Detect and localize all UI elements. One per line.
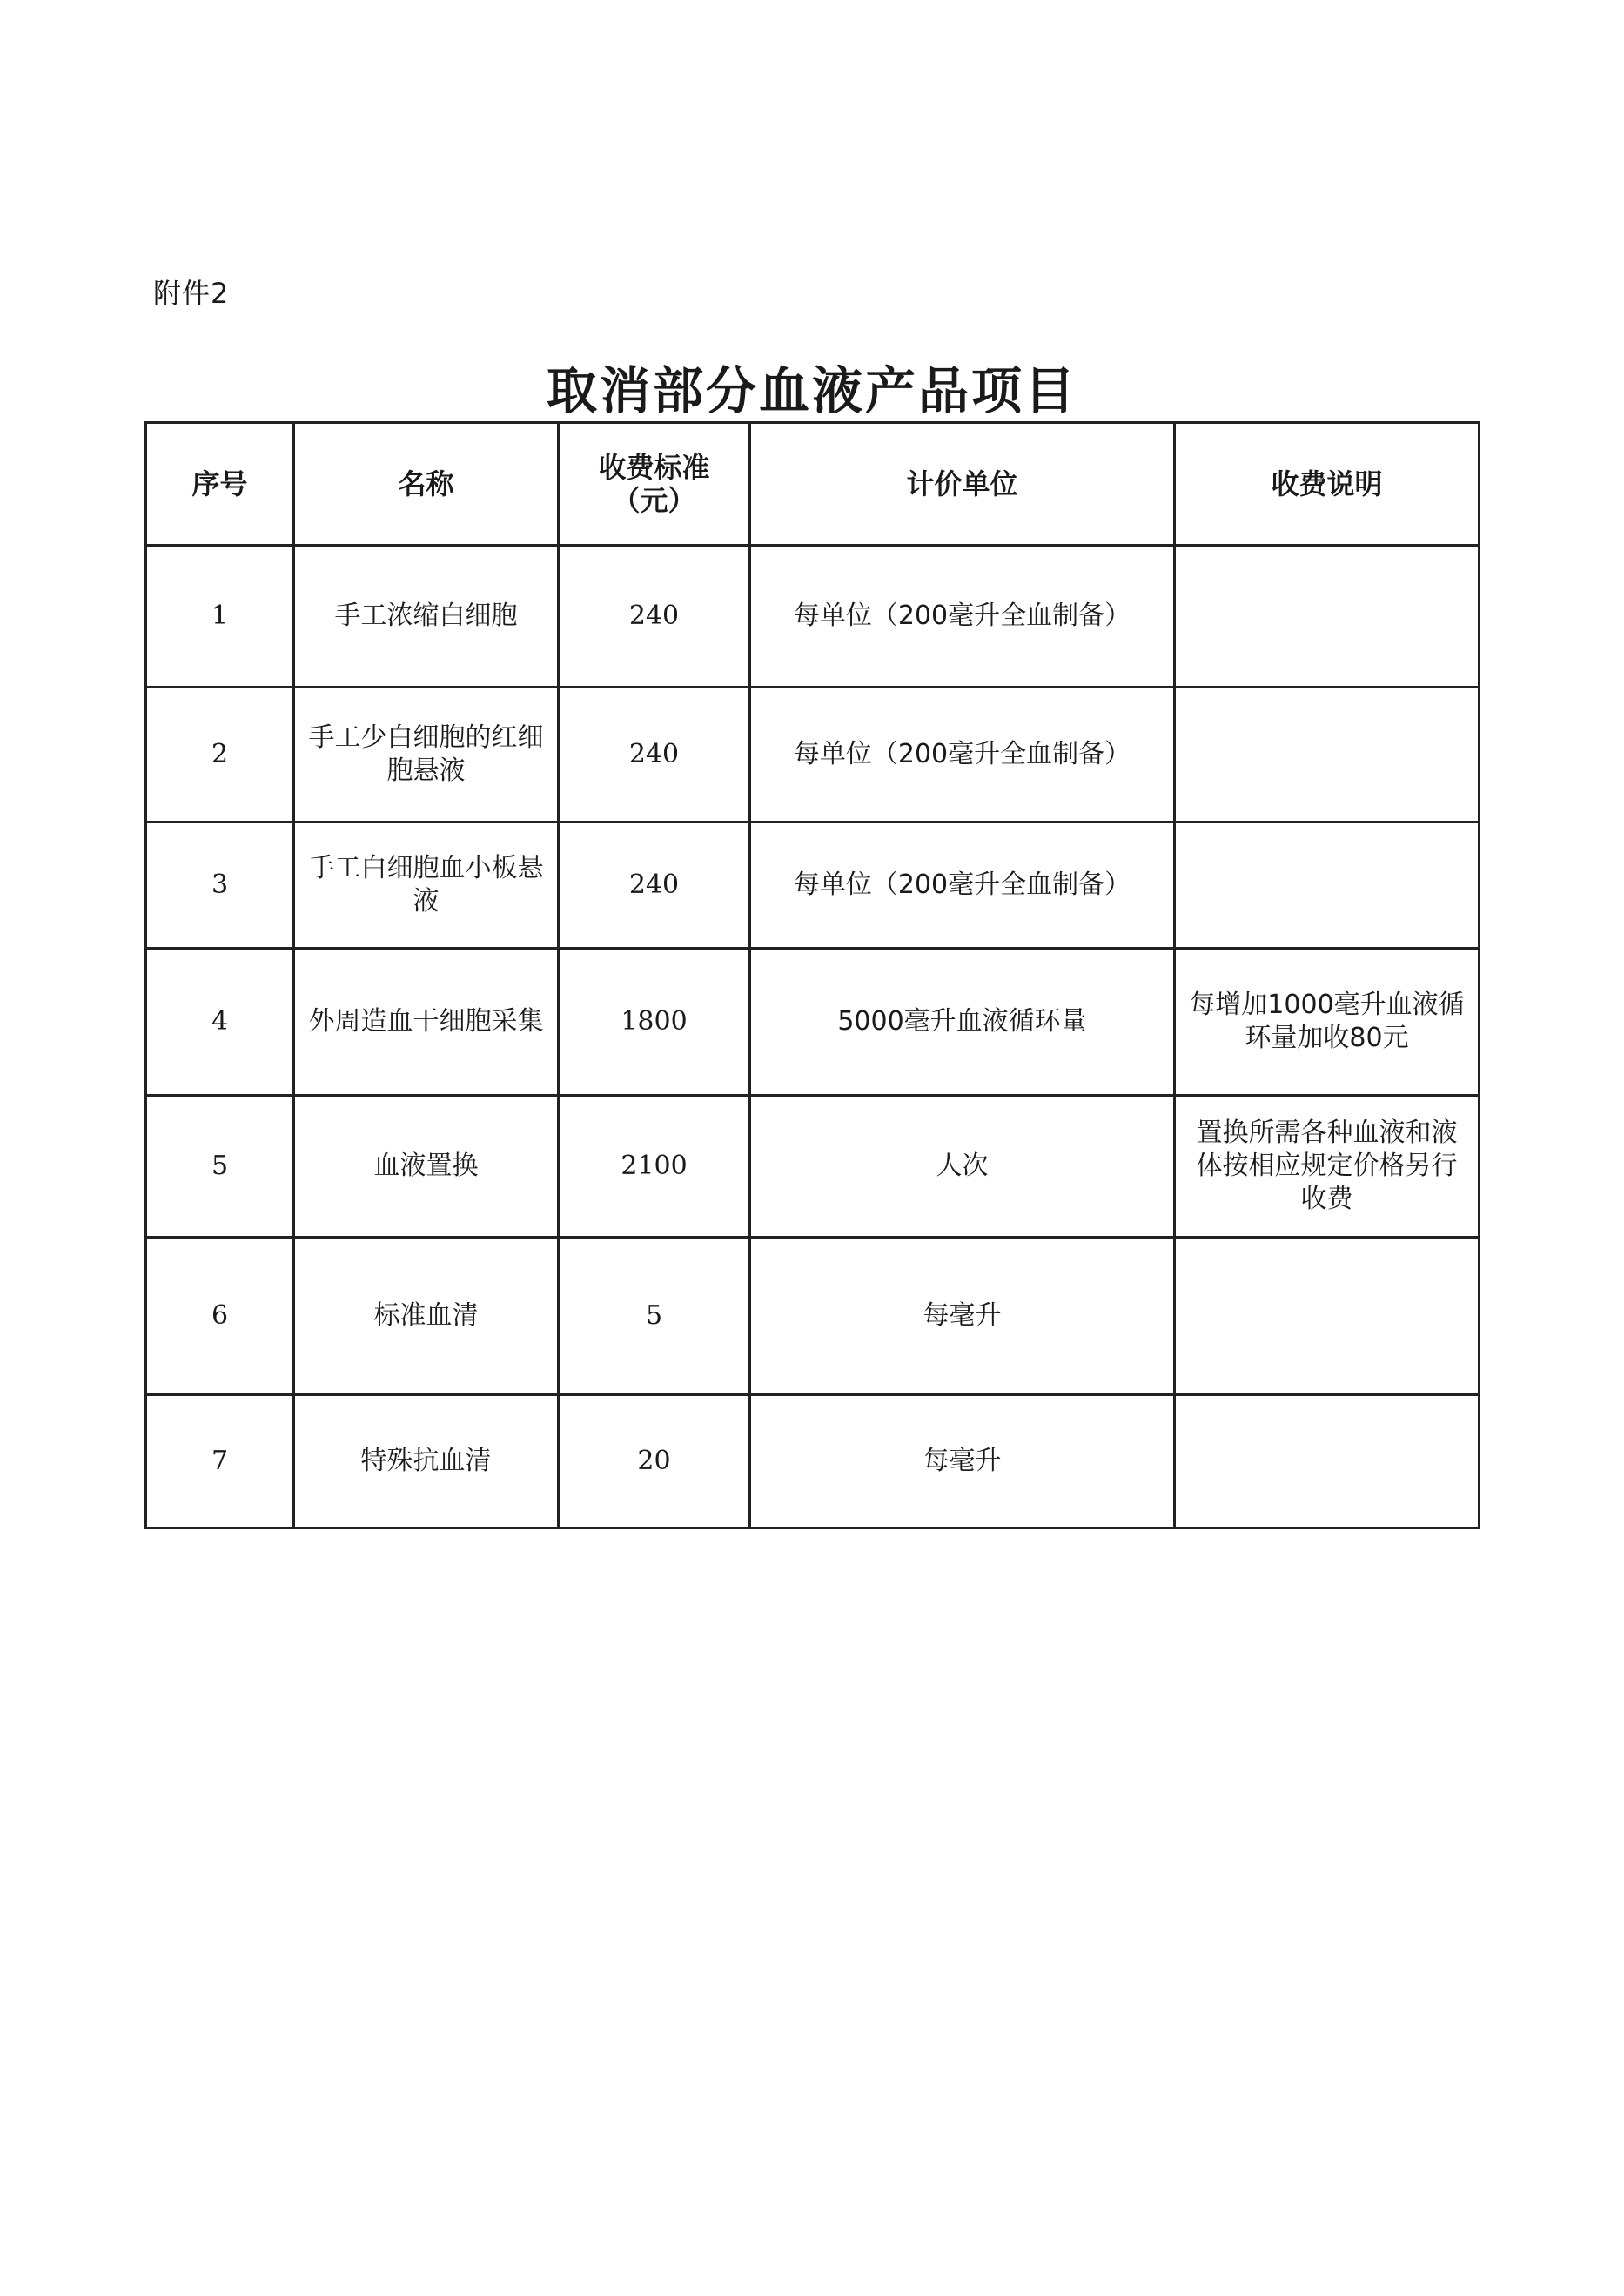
- cell-note: 置换所需各种血液和液体按相应规定价格另行收费: [1175, 1096, 1480, 1238]
- cell-unit: 每单位（200毫升全血制备）: [750, 546, 1175, 688]
- table-header-row: [146, 423, 1480, 546]
- cell-name: 特殊抗血清: [294, 1395, 559, 1528]
- cell-unit: 每毫升: [750, 1395, 1175, 1528]
- cell-unit: 人次: [750, 1096, 1175, 1238]
- header-unit: 计价单位: [750, 423, 1175, 546]
- table-row: [146, 1096, 1480, 1238]
- cell-no: 7: [146, 1395, 294, 1528]
- cell-fee: 240: [559, 688, 750, 822]
- cell-note: 每增加1000毫升血液循环量加收80元: [1175, 949, 1480, 1096]
- cell-note: [1175, 1395, 1480, 1528]
- header-no: 序号: [146, 423, 294, 546]
- cell-fee: 2100: [559, 1096, 750, 1238]
- cell-name: 手工白细胞血小板悬液: [294, 822, 559, 949]
- cell-unit: 每单位（200毫升全血制备）: [750, 688, 1175, 822]
- cell-unit: 每单位（200毫升全血制备）: [750, 822, 1175, 949]
- cell-name: 手工浓缩白细胞: [294, 546, 559, 688]
- header-fee: [559, 423, 750, 546]
- table-row: [146, 949, 1480, 1096]
- header-fee-line2: （元）: [612, 484, 696, 517]
- cell-fee: 240: [559, 546, 750, 688]
- header-name: 名称: [294, 423, 559, 546]
- cell-note: [1175, 688, 1480, 822]
- page-title: 取消部分血液产品项目: [546, 361, 1077, 420]
- cell-note: [1175, 822, 1480, 949]
- cell-no: 6: [146, 1238, 294, 1395]
- cell-name: 外周造血干细胞采集: [294, 949, 559, 1096]
- cell-name: 标准血清: [294, 1238, 559, 1395]
- cell-name: 血液置换: [294, 1096, 559, 1238]
- cell-no: 2: [146, 688, 294, 822]
- cell-name: 手工少白细胞的红细胞悬液: [294, 688, 559, 822]
- cell-note: [1175, 1238, 1480, 1395]
- cell-no: 1: [146, 546, 294, 688]
- table-row: [146, 688, 1480, 822]
- cell-no: 4: [146, 949, 294, 1096]
- attachment-label: 附件2: [153, 277, 230, 310]
- cell-fee: 240: [559, 822, 750, 949]
- header-note: 收费说明: [1175, 423, 1480, 546]
- table-row: [146, 1238, 1480, 1395]
- cell-no: 5: [146, 1096, 294, 1238]
- cell-fee: 20: [559, 1395, 750, 1528]
- cell-no: 3: [146, 822, 294, 949]
- fee-table: [144, 421, 1480, 1529]
- table-row: [146, 1395, 1480, 1528]
- cell-fee: 5: [559, 1238, 750, 1395]
- cell-unit: 每毫升: [750, 1238, 1175, 1395]
- table-row: [146, 546, 1480, 688]
- cell-note: [1175, 546, 1480, 688]
- table-row: [146, 822, 1480, 949]
- cell-unit: 5000毫升血液循环量: [750, 949, 1175, 1096]
- header-fee-line1: 收费标准: [598, 451, 710, 484]
- cell-fee: 1800: [559, 949, 750, 1096]
